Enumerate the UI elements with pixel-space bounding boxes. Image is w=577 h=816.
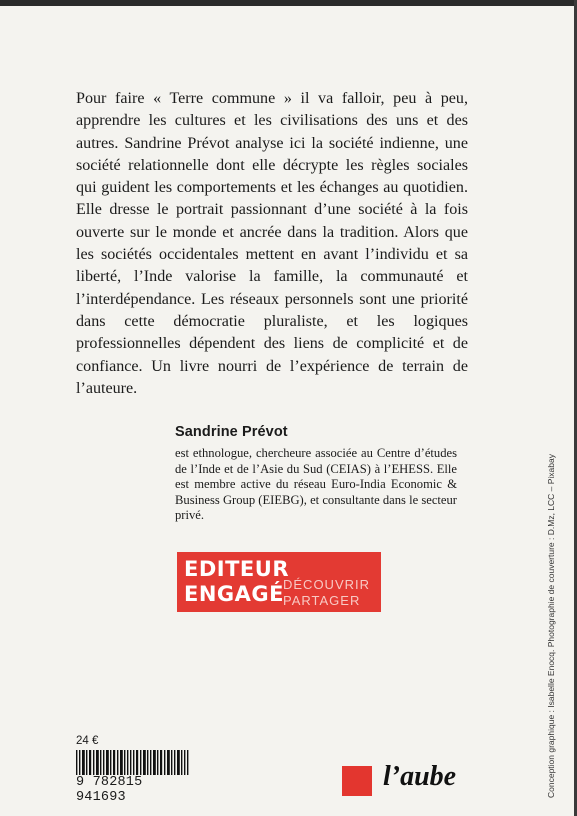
author-name: Sandrine Prévot [175, 424, 288, 440]
badge-right-2: PARTAGER [283, 593, 361, 608]
badge-right-1: DÉCOUVRIR [283, 577, 371, 592]
badge-line-1: EDITEUR [184, 557, 289, 581]
top-edge-shadow [0, 0, 577, 6]
author-block [175, 424, 457, 524]
blurb-text [76, 88, 468, 400]
badge-line-2: ENGAGÉ [184, 582, 284, 606]
price: 24 € [76, 735, 99, 747]
isbn-number: 9 782815 941693 [76, 775, 198, 805]
author-bio: est ethnologue, chercheure associée au Centre d’études de l’Inde et de l’Asie du Sud (CEIAS) à l’EHESS. Elle est membre active du réseau Euro-India Economic & Business Group (EIEBG), et consultante dans le secteur privé. [175, 446, 457, 523]
cover-credits: Conception graphique : Isabelle Enocq. Photographie de couverture : D.Mz, LCC – Pixabay [546, 454, 556, 798]
publisher-logo-text: l’aube [383, 761, 457, 792]
editeur-engage-badge [177, 552, 381, 612]
publisher-logo-square [342, 766, 372, 796]
blurb-paragraph: Pour faire « Terre commune » il va falloir, peu à peu, apprendre les cultures et les civilisations des uns et des autres. Sandrine Prévot analyse ici la société indienne, une société relationnelle dont elle décrypte les règles sociales qui guident les comportements et les échanges au quotidien. Elle dresse le portrait passionnant d’une société à la fois ouverte sur le monde et ancrée dans la tradition. Alors que les sociétés occidentales mettent en avant l’individu et sa liberté, l’Inde valorise la famille, la communauté et l’interdépendance. Les réseaux personnels sont une priorité dans cette démocratie pluraliste, et les logiques professionnelles dépendent des liens de complicité et de confiance. Un livre nourri de l’expérience de terrain de l’auteure. [76, 90, 468, 397]
